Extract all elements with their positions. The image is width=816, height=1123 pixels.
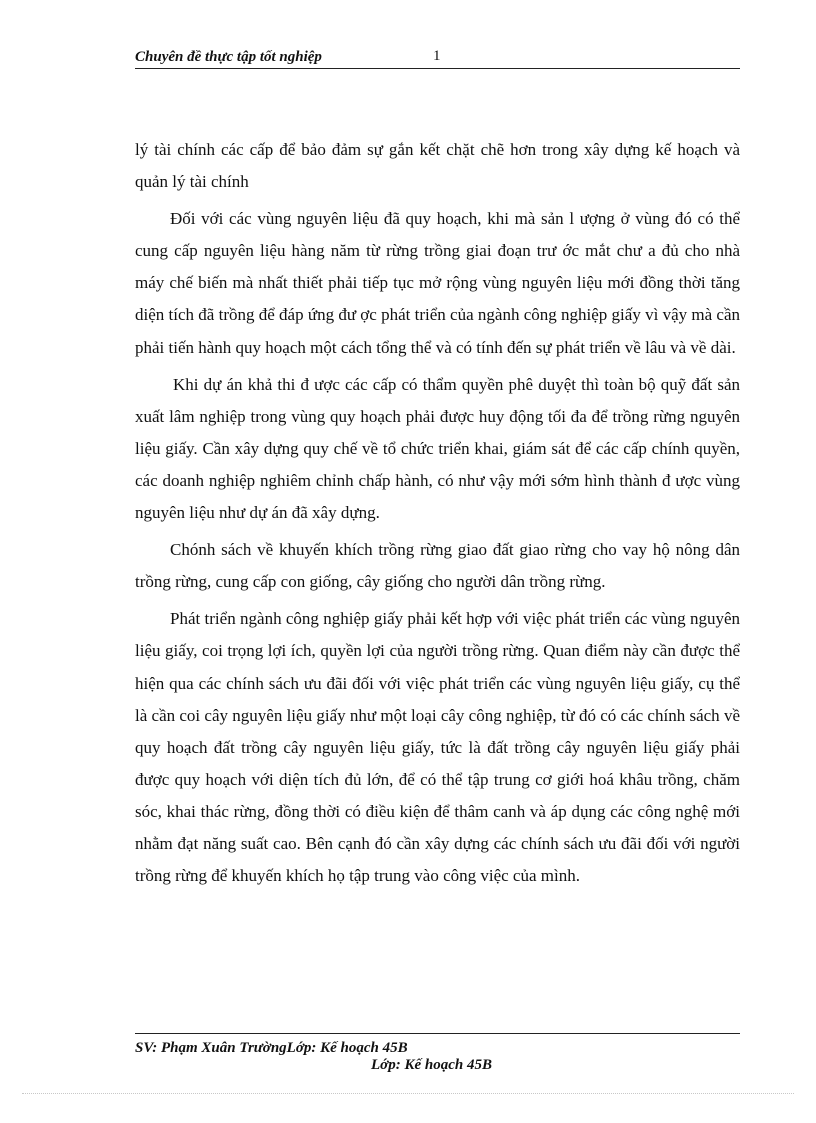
- page-boundary: [22, 1093, 794, 1094]
- paragraph-continuation: lý tài chính các cấp để bảo đảm sự gắn kết chặt chẽ hơn trong xây dựng kế hoạch và quản lý tài chính: [135, 140, 740, 192]
- footer-student-info: SV: Phạm Xuân TrườngLớp: Kế hoạch 45B: [135, 1040, 408, 1056]
- paragraph-paper-industry-development: Phát triển ngành công nghiệp giấy phải kết hợp với việc phát triển các vùng nguyên liệu giấy, coi trọng lợi ích, quyền lợi của người trồng rừng. Quan điểm này cần được thể hiện qua các chính sách ưu đãi đối với việc phát triển các vùng nguyên liệu giấy, cụ thể là cần coi cây nguyên liệu giấy như một loại cây công nghiệp, từ đó có các chính sách về quy hoạch đất trồng cây nguyên liệu giấy, tức là đất trồng cây nguyên liệu giấy phải được quy hoạch với diện tích đủ lớn, để có thể tập trung cơ giới hoá khâu trồng, chăm sóc, khai thác rừng, đồng thời có điều kiện để thâm canh và áp dụng các công nghệ mới nhằm đạt năng suất cao. Bên cạnh đó cần xây dựng các chính sách ưu đãi đối với người trồng rừng để khuyến khích họ tập trung vào công việc của mình.: [135, 609, 740, 886]
- footer-class-info: Lớp: Kế hoạch 45B: [371, 1057, 492, 1073]
- paragraph-project-approval: Khi dự án khả thi đ ược các cấp có thẩm quyền phê duyệt thì toàn bộ quỹ đất sản xuất lâm nghiệp trong vùng quy hoạch phải được huy động tối đa để trồng rừng nguyên liệu giấy. Cần xây dựng quy chế về tổ chức triển khai, giám sát để các cấp chính quyền, các doanh nghiệp nghiêm chỉnh chấp hành, có như vậy mới sớm hình thành đ ược vùng nguyên liệu như dự án đã xây dựng.: [135, 374, 740, 523]
- document-title: Chuyên đề thực tập tốt nghiệp: [135, 49, 322, 65]
- paragraph-raw-material-areas: Đối với các vùng nguyên liệu đã quy hoạch, khi mà sản l ượng ở vùng đó có thể cung cấp nguyên liệu hàng năm từ rừng trồng giai đoạn trư ớc mắt chư a đủ cho nhà máy chế biến mà nhất thiết phải tiếp tục mở rộng vùng nguyên liệu mới đồng thời tăng diện tích đã trồng để đáp ứng đư ợc phát triển của ngành công nghiệp giấy vì vậy mà cần phải tiến hành quy hoạch một cách tổng thể và có tính đến sự phát triển về lâu và về dài.: [135, 209, 740, 357]
- page-header: [135, 48, 740, 69]
- page-number: 1: [433, 48, 441, 64]
- footer-divider: [135, 1033, 740, 1034]
- paragraph-afforestation-policy: Chónh sách về khuyến khích trồng rừng giao đất giao rừng cho vay hộ nông dân trồng rừng, cung cấp con giống, cây giống cho người dân trồng rừng.: [135, 540, 740, 592]
- document-body: [135, 134, 740, 892]
